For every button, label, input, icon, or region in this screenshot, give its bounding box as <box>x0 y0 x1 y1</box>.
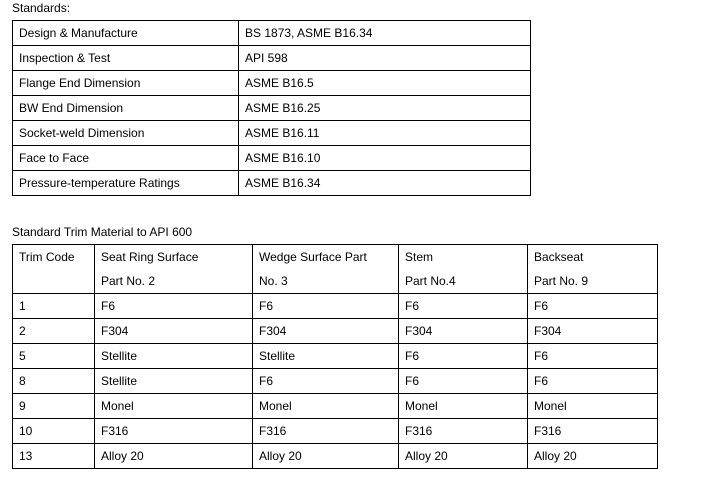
seat-ring-cell: F316 <box>95 419 253 444</box>
header-line: Backseat <box>534 250 584 264</box>
wedge-surface-cell: F6 <box>253 369 399 394</box>
standard-value: BS 1873, ASME B16.34 <box>239 21 531 46</box>
wedge-surface-cell: Monel <box>253 394 399 419</box>
table-row <box>13 344 658 369</box>
header-line: No. 3 <box>259 274 288 288</box>
backseat-cell: F304 <box>528 319 658 344</box>
seat-ring-cell: Monel <box>95 394 253 419</box>
standard-value: ASME B16.5 <box>239 71 531 96</box>
stem-cell: Monel <box>399 394 528 419</box>
header-line: Part No. 2 <box>101 274 156 288</box>
standard-label: Face to Face <box>13 146 239 171</box>
seat-ring-cell: F304 <box>95 319 253 344</box>
trim-table <box>12 244 658 469</box>
standard-label: Flange End Dimension <box>13 71 239 96</box>
table-row <box>13 394 658 419</box>
trim-title: Standard Trim Material to API 600 <box>12 225 193 239</box>
table-row <box>13 369 658 394</box>
seat-ring-cell: F6 <box>95 294 253 319</box>
stem-cell: F6 <box>399 294 528 319</box>
backseat-cell: Alloy 20 <box>528 444 658 469</box>
stem-cell: Alloy 20 <box>399 444 528 469</box>
standard-label: Inspection & Test <box>13 46 239 71</box>
standard-value: ASME B16.11 <box>239 121 531 146</box>
header-seat-ring <box>95 245 253 294</box>
table-row <box>13 146 531 171</box>
header-backseat <box>528 245 658 294</box>
wedge-surface-cell: F316 <box>253 419 399 444</box>
wedge-surface-cell: F6 <box>253 294 399 319</box>
wedge-surface-cell: F304 <box>253 319 399 344</box>
backseat-cell: F6 <box>528 344 658 369</box>
table-row <box>13 419 658 444</box>
standard-label: Socket-weld Dimension <box>13 121 239 146</box>
backseat-cell: F316 <box>528 419 658 444</box>
trim-code-cell: 5 <box>13 344 95 369</box>
header-line: Wedge Surface Part <box>259 250 367 264</box>
standards-title: Standards: <box>12 1 71 15</box>
table-row <box>13 46 531 71</box>
standard-label: Pressure-temperature Ratings <box>13 171 239 196</box>
table-row <box>13 71 531 96</box>
stem-cell: F6 <box>399 344 528 369</box>
table-row <box>13 21 531 46</box>
header-wedge-surface <box>253 245 399 294</box>
standards-table <box>12 20 531 196</box>
trim-code-cell: 1 <box>13 294 95 319</box>
standard-value: API 598 <box>239 46 531 71</box>
seat-ring-cell: Alloy 20 <box>95 444 253 469</box>
backseat-cell: F6 <box>528 369 658 394</box>
table-row <box>13 444 658 469</box>
header-line: Seat Ring Surface <box>101 250 199 264</box>
backseat-cell: Monel <box>528 394 658 419</box>
stem-cell: F316 <box>399 419 528 444</box>
table-row <box>13 171 531 196</box>
backseat-cell: F6 <box>528 294 658 319</box>
stem-cell: F6 <box>399 369 528 394</box>
standard-label: Design & Manufacture <box>13 21 239 46</box>
stem-cell: F304 <box>399 319 528 344</box>
header-trim-code <box>13 245 95 294</box>
standard-label: BW End Dimension <box>13 96 239 121</box>
trim-code-cell: 9 <box>13 394 95 419</box>
seat-ring-cell: Stellite <box>95 369 253 394</box>
table-row <box>13 319 658 344</box>
standard-value: ASME B16.34 <box>239 171 531 196</box>
table-row <box>13 96 531 121</box>
table-row <box>13 121 531 146</box>
header-line: Part No.4 <box>405 274 456 288</box>
table-row <box>13 294 658 319</box>
trim-code-cell: 10 <box>13 419 95 444</box>
table-header-row <box>13 245 658 294</box>
header-stem <box>399 245 528 294</box>
standard-value: ASME B16.25 <box>239 96 531 121</box>
seat-ring-cell: Stellite <box>95 344 253 369</box>
header-line: Trim Code <box>19 250 75 264</box>
standard-value: ASME B16.10 <box>239 146 531 171</box>
header-line: Stem <box>405 250 434 264</box>
trim-code-cell: 2 <box>13 319 95 344</box>
wedge-surface-cell: Alloy 20 <box>253 444 399 469</box>
wedge-surface-cell: Stellite <box>253 344 399 369</box>
trim-code-cell: 8 <box>13 369 95 394</box>
trim-code-cell: 13 <box>13 444 95 469</box>
header-line: Part No. 9 <box>534 274 589 288</box>
